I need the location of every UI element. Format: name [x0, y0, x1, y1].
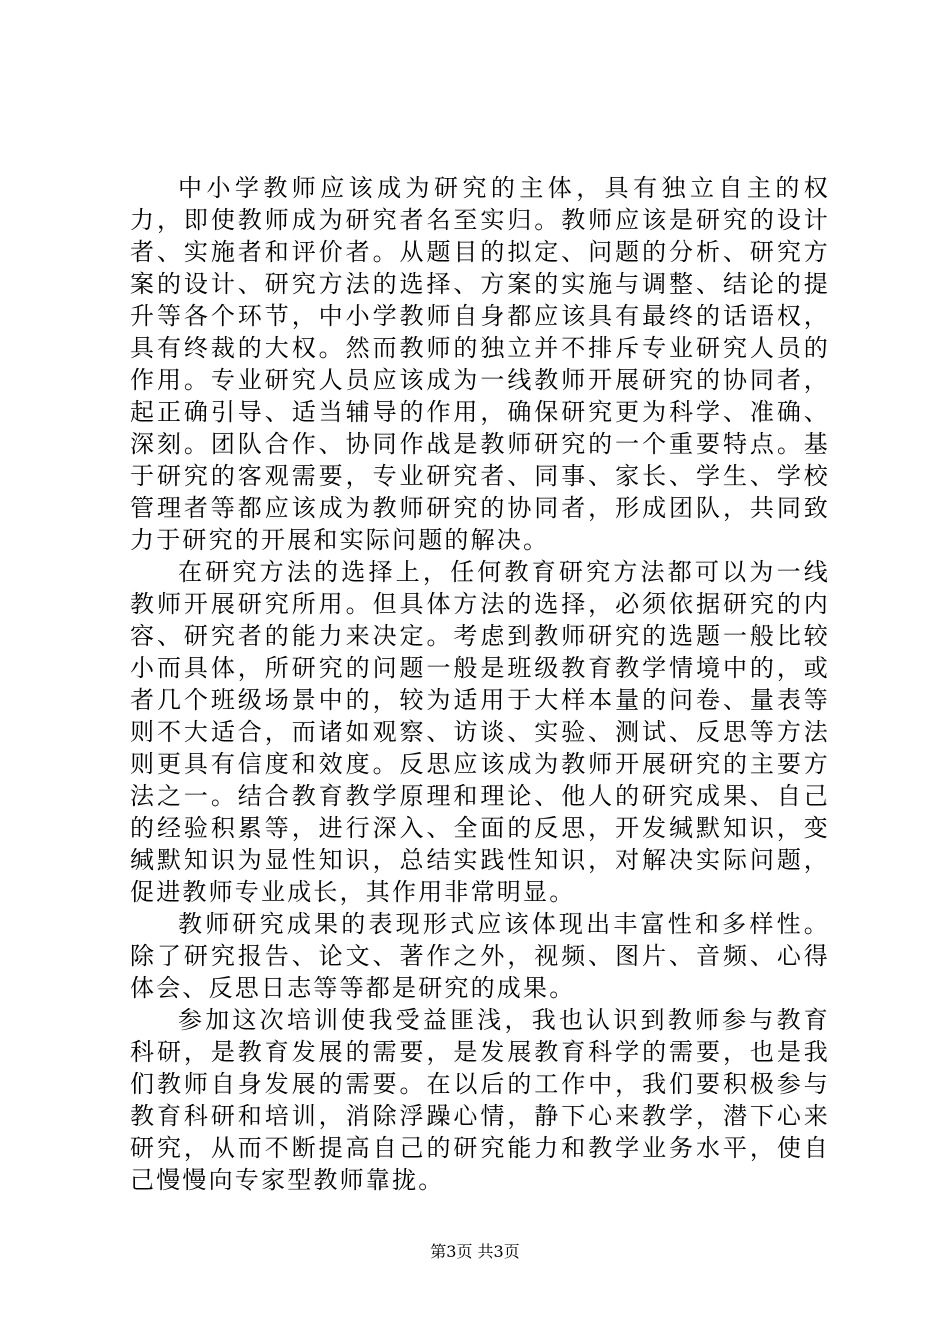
page-footer: 第3页 共3页 [430, 1242, 520, 1261]
paragraph-research-methods: 在研究方法的选择上，任何教育研究方法都可以为一线教师开展研究所用。但具体方法的选择，必须依据研究的内容、研究者的能力来决定。考虑到教师研究的选题一般比较小而具体，所研究的问题一般是班级教育教学情境中的，或者几个班级场景中的，较为适用于大样本量的问卷、量表等则不大适合，而诸如观察、访谈、实验、测试、反思等方法则更具有信度和效度。反思应该成为教师开展研究的主要方法之一。结合教育教学原理和理论、他人的研究成果、自己的经验积累等，进行深入、全面的反思，开发缄默知识，变缄默知识为显性知识，总结实践性知识，对解决实际问题，促进教师专业成长，其作用非常明显。 [130, 558, 830, 906]
paragraph-researcher-role: 中小学教师应该成为研究的主体，具有独立自主的权力，即使教师成为研究者名至实归。教师应该是研究的设计者、实施者和评价者。从题目的拟定、问题的分析、研究方案的设计、研究方法的选择、方案的实施与调整、结论的提升等各个环节，中小学教师自身都应该具有最终的话语权，具有终裁的大权。然而教师的独立并不排斥专业研究人员的作用。专业研究人员应该成为一线教师开展研究的协同者，起正确引导、适当辅导的作用，确保研究更为科学、准确、深刻。团队合作、协同作战是教师研究的一个重要特点。基于研究的客观需要，专业研究者、同事、家长、学生、学校管理者等都应该成为教师研究的协同者，形成团队，共同致力于研究的开展和实际问题的解决。 [130, 174, 830, 554]
document-body [130, 172, 830, 1196]
paragraph-research-outcomes: 教师研究成果的表现形式应该体现出丰富性和多样性。除了研究报告、论文、著作之外，视频、图片、音频、心得体会、反思日志等等都是研究的成果。 [130, 910, 830, 1002]
paragraph-training-reflection: 参加这次培训使我受益匪浅，我也认识到教师参与教育科研，是教育发展的需要，是发展教育科学的需要，也是我们教师自身发展的需要。在以后的工作中，我们要积极参与教育科研和培训，消除浮躁心情，静下心来教学，潜下心来研究，从而不断提高自己的研究能力和教学业务水平，使自己慢慢向专家型教师靠拢。 [130, 1006, 830, 1194]
